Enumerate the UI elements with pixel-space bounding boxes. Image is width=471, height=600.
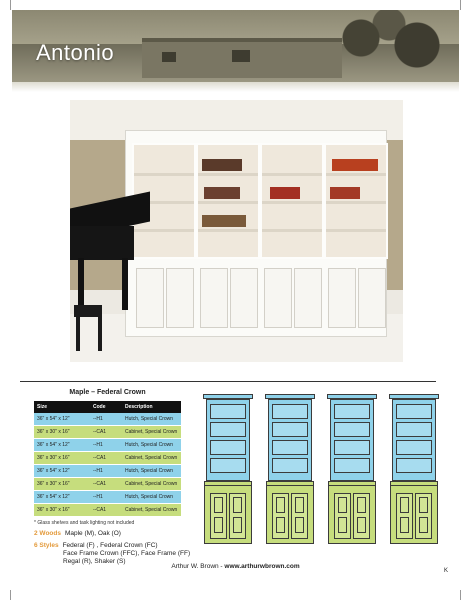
cabinet-drawing: [390, 484, 438, 544]
photo-cabinet-door: [358, 268, 386, 328]
cell-description: Cabinet, Special Crown: [122, 452, 181, 465]
hutch-drawing: [206, 399, 250, 481]
styles-line-1: Federal (F) , Federal Crown (FC): [62, 542, 158, 549]
photo-piano: [70, 200, 160, 310]
footer-company: Arthur W. Brown -: [171, 563, 225, 570]
banner-trees: [319, 10, 459, 80]
photo-cabinet-door: [166, 268, 194, 328]
table-row: [34, 478, 181, 491]
cabinet-drawing: [266, 484, 314, 544]
unit-drawing: [265, 394, 315, 548]
woods-line: [34, 530, 121, 538]
cell-description: Hutch, Special Crown: [122, 413, 181, 426]
unit-drawing: [203, 394, 253, 548]
unit-drawing: [327, 394, 377, 548]
cabinet-drawing: [204, 484, 252, 544]
table-row: [34, 465, 181, 478]
styles-line-2: Face Frame Crown (FFC), Face Frame (FF): [63, 550, 191, 557]
cell-size: 36" x 30" x 16": [34, 478, 90, 491]
cell-description: Cabinet, Special Crown: [122, 426, 181, 439]
table-row: [34, 426, 181, 439]
unit-drawing: [389, 394, 439, 548]
table-header-row: [34, 401, 181, 413]
footer: [0, 563, 471, 570]
cell-size: 36" x 30" x 16": [34, 452, 90, 465]
cell-description: Cabinet, Special Crown: [122, 478, 181, 491]
styles-line-3: Regal (R), Shaker (S): [63, 558, 126, 565]
photo-cabinet-door: [200, 268, 228, 328]
table-row: [34, 504, 181, 517]
cell-size: 36" x 54" x 12": [34, 413, 90, 426]
crop-mark: [460, 0, 461, 10]
cell-code: --CA1: [90, 426, 122, 439]
footer-website-link[interactable]: www.arthurwbrown.com: [224, 563, 300, 570]
woods-label: 2 Woods: [34, 530, 61, 537]
photo-piano-bench: [74, 305, 102, 317]
cell-code: --H1: [90, 439, 122, 452]
cell-code: --H1: [90, 413, 122, 426]
page-letter: K: [444, 568, 449, 574]
column-header-size: Size: [34, 401, 90, 413]
cell-code: --H1: [90, 491, 122, 504]
table-footnote: * Glass shelves and task lighting not included: [34, 520, 135, 526]
crop-mark: [460, 590, 461, 600]
banner-ruin: [142, 38, 342, 78]
styles-label: 6 Styles: [34, 542, 59, 549]
hutch-drawing: [268, 399, 312, 481]
cell-code: --H1: [90, 465, 122, 478]
cabinet-drawing: [328, 484, 376, 544]
hutch-drawing: [330, 399, 374, 481]
header-banner: [12, 10, 459, 92]
photo-bookcase-bay: [196, 143, 260, 259]
photo-bookcase: [125, 130, 387, 337]
cell-size: 36" x 30" x 16": [34, 426, 90, 439]
spec-table: [34, 401, 181, 517]
product-photo: [70, 100, 403, 362]
cell-size: 36" x 54" x 12": [34, 465, 90, 478]
table-title: Maple – Federal Crown: [69, 389, 146, 396]
section-divider: [20, 381, 436, 382]
table-row: [34, 413, 181, 426]
column-header-description: Description: [122, 401, 181, 413]
table-row: [34, 491, 181, 504]
table-row: [34, 452, 181, 465]
product-title: Antonio: [36, 40, 115, 65]
woods-value: Maple (M), Oak (O): [64, 530, 121, 537]
table-row: [34, 439, 181, 452]
photo-bookcase-bay: [260, 143, 324, 259]
styles-block: [34, 542, 158, 550]
photo-cabinet-door: [264, 268, 292, 328]
photo-bookcase-bay: [324, 143, 388, 259]
cell-size: 36" x 54" x 12": [34, 491, 90, 504]
photo-cabinet-door: [294, 268, 322, 328]
hutch-drawing: [392, 399, 436, 481]
cell-code: --CA1: [90, 504, 122, 517]
cell-code: --CA1: [90, 452, 122, 465]
crop-mark: [10, 590, 11, 600]
photo-cabinet-door: [328, 268, 356, 328]
cell-description: Hutch, Special Crown: [122, 491, 181, 504]
cell-description: Hutch, Special Crown: [122, 465, 181, 478]
cell-size: 36" x 30" x 16": [34, 504, 90, 517]
cell-code: --CA1: [90, 478, 122, 491]
crop-mark: [10, 0, 11, 10]
cell-description: Hutch, Special Crown: [122, 439, 181, 452]
unit-drawings: [203, 394, 443, 548]
cell-size: 36" x 54" x 12": [34, 439, 90, 452]
column-header-code: Code: [90, 401, 122, 413]
photo-cabinet-door: [230, 268, 258, 328]
cell-description: Cabinet, Special Crown: [122, 504, 181, 517]
